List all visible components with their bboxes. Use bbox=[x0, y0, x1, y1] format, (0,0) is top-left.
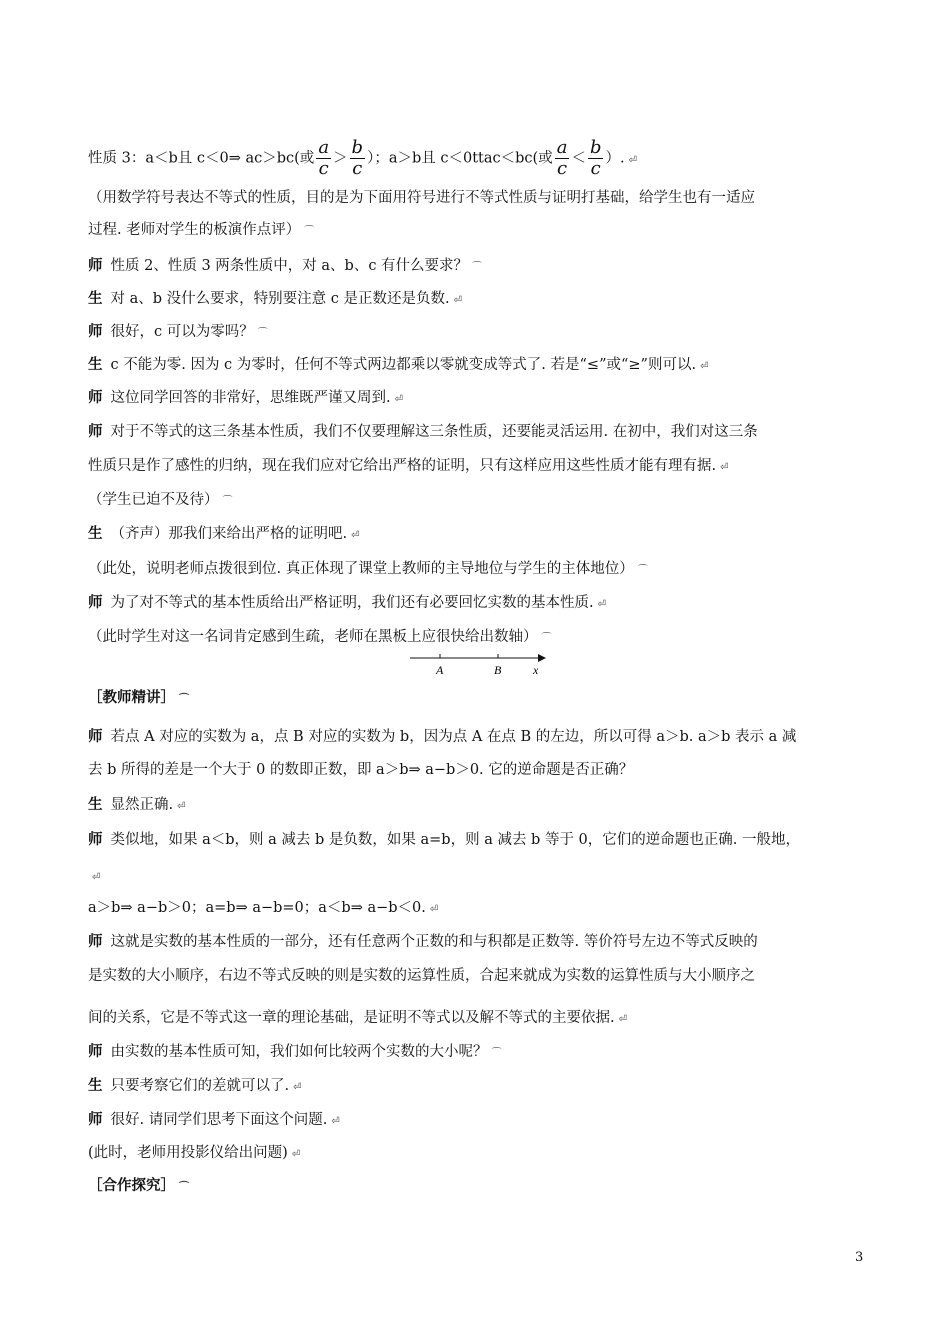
dialogue-line bbox=[88, 1110, 340, 1132]
text: c 不能为零. 因为 c 为零时，任何不等式两边都乘以零就变成等式了. 若是“≤”或“≥”则可以. bbox=[110, 357, 697, 373]
speaker-teacher: 师 bbox=[88, 1043, 103, 1060]
speaker-student: 生 bbox=[88, 1077, 103, 1094]
arc-mark-icon: ⌒ bbox=[179, 694, 189, 705]
paragraph-mark-icon: ⏎ bbox=[291, 1149, 301, 1160]
dialogue-line bbox=[88, 322, 268, 344]
speaker-teacher: 师 bbox=[88, 831, 103, 848]
paragraph-mark-icon: ⏎ bbox=[700, 361, 709, 372]
paragraph-line bbox=[88, 866, 100, 888]
dialogue-line bbox=[88, 388, 403, 410]
text: 性质 2、性质 3 两条性质中，对 a、b、c 有什么要求？ bbox=[110, 258, 469, 274]
dialogue-line bbox=[88, 830, 800, 850]
dialogue-line bbox=[88, 795, 186, 817]
axis-x-label: x bbox=[533, 663, 539, 677]
paragraph-mark-icon: ⏎ bbox=[351, 530, 360, 541]
paragraph-mark-icon: ⏎ bbox=[293, 1082, 302, 1093]
denominator: c bbox=[318, 158, 329, 179]
point-b-label: B bbox=[494, 663, 502, 677]
text: 若点 A 对应的实数为 a，点 B 对应的实数为 b，因为点 A 在点 B 的左边，所以可得 a＞b. a＞b 表示 a 减 bbox=[110, 729, 797, 745]
text: 由实数的基本性质可知，我们如何比较两个实数的大小呢？ bbox=[110, 1044, 488, 1060]
dialogue-line bbox=[88, 355, 708, 377]
fraction-a-over-c bbox=[316, 138, 331, 179]
dialogue-line bbox=[88, 727, 796, 747]
dialogue-line bbox=[88, 593, 606, 615]
text: （用数学符号表达不等式的性质，目的是为下面用符号进行不等式性质与证明打基础，给学生也有一适应 bbox=[88, 190, 755, 206]
speaker-teacher: 师 bbox=[88, 323, 103, 340]
text: 去 b 所得的差是一个大于 0 的数即正数，即 a＞b⇒ a−b＞0. 它的逆命题是否正确？ bbox=[88, 762, 634, 778]
text-segment: ＜ bbox=[571, 150, 586, 167]
text: 显然正确. bbox=[110, 797, 174, 813]
speaker-teacher: 师 bbox=[88, 423, 103, 440]
dialogue-line bbox=[88, 1042, 502, 1064]
dialogue-line bbox=[88, 524, 360, 546]
denominator: c bbox=[352, 158, 363, 179]
text: （此处，说明老师点拨很到位. 真正体现了课堂上教师的主导地位与学生的主体地位） bbox=[88, 561, 634, 577]
fraction-b-over-c bbox=[350, 138, 366, 179]
speaker-teacher: 师 bbox=[88, 933, 103, 950]
arc-mark-icon: ⌒ bbox=[541, 633, 552, 644]
paragraph-line bbox=[88, 490, 233, 512]
paragraph-mark-icon: ⏎ bbox=[628, 154, 637, 166]
text: 间的关系，它是不等式这一章的理论基础，是证明不等式以及解不等式的主要依据. bbox=[88, 1010, 615, 1026]
numerator: b bbox=[351, 137, 364, 158]
text-segment: ）. bbox=[605, 150, 625, 167]
paragraph-mark-icon: ⏎ bbox=[597, 599, 606, 610]
text: 为了对不等式的基本性质给出严格证明，我们还有必要回忆实数的基本性质. bbox=[110, 595, 594, 611]
text: 是实数的大小顺序，右边不等式反映的则是实数的运算性质，合起来就成为实数的运算性质与大小顺序之 bbox=[88, 968, 755, 984]
speaker-teacher: 师 bbox=[88, 257, 103, 274]
paragraph-line bbox=[88, 188, 755, 208]
speaker-student: 生 bbox=[88, 356, 103, 373]
paragraph-line bbox=[88, 760, 633, 780]
denominator: c bbox=[557, 158, 568, 179]
fraction-b-over-c bbox=[588, 138, 604, 179]
paragraph-line bbox=[88, 1143, 300, 1165]
dialogue-line bbox=[88, 1076, 302, 1098]
dialogue-line bbox=[88, 422, 758, 442]
number-line-diagram bbox=[410, 652, 550, 680]
paragraph-mark-icon: ⏎ bbox=[177, 801, 186, 812]
paragraph-mark-icon: ⏎ bbox=[92, 872, 101, 883]
numerator: a bbox=[556, 137, 568, 158]
paragraph-mark-icon: ⏎ bbox=[429, 904, 439, 915]
paragraph-line bbox=[88, 456, 729, 478]
paragraph-line bbox=[88, 220, 314, 242]
denominator: c bbox=[590, 158, 601, 179]
text: ［教师精讲］ bbox=[88, 689, 175, 706]
paragraph-line bbox=[88, 1008, 627, 1030]
arc-mark-icon: ⌒ bbox=[257, 328, 268, 339]
paragraph-mark-icon: ⏎ bbox=[331, 1116, 340, 1127]
text-segment: ）；a＞b且 c＜0ttac＜bc(或 bbox=[367, 150, 553, 167]
section-heading bbox=[88, 1176, 189, 1198]
text: 过程. 老师对学生的板演作点评） bbox=[88, 222, 301, 238]
text: 很好，c 可以为零吗？ bbox=[110, 324, 254, 340]
section-heading bbox=[88, 688, 189, 710]
paragraph-mark-icon: ⏎ bbox=[720, 462, 729, 473]
axis-arrow-icon bbox=[538, 654, 546, 662]
dialogue-line bbox=[88, 289, 462, 311]
paragraph-line bbox=[88, 559, 648, 581]
fraction-a-over-c bbox=[555, 138, 570, 179]
arc-mark-icon: ⌒ bbox=[637, 565, 648, 576]
text: 这位同学回答的非常好，思维既严谨又周到. bbox=[110, 390, 391, 406]
arc-mark-icon: ⌒ bbox=[222, 496, 233, 507]
point-a-label: A bbox=[436, 663, 444, 677]
arc-mark-icon: ⌒ bbox=[491, 1048, 502, 1059]
speaker-teacher: 师 bbox=[88, 728, 103, 745]
paragraph-mark-icon: ⏎ bbox=[453, 295, 462, 306]
dialogue-line bbox=[88, 256, 482, 278]
text: a＞b⇒ a−b＞0；a=b⇒ a−b=0；a＜b⇒ a−b＜0. bbox=[88, 900, 426, 916]
text: （齐声）那我们来给出严格的证明吧. bbox=[110, 526, 348, 542]
text: 性质只是作了感性的归纳，现在我们应对它给出严格的证明，只有这样应用这些性质才能有理有据. bbox=[88, 458, 717, 474]
numerator: a bbox=[318, 137, 330, 158]
text: 这就是实数的基本性质的一部分，还有任意两个正数的和与积都是正数等. 等价符号左边不等式反映的 bbox=[110, 934, 758, 950]
text-segment: 性质 3：a＜b且 c＜0⇒ ac＞bc(或 bbox=[88, 150, 315, 167]
speaker-student: 生 bbox=[88, 290, 103, 307]
text: 对于不等式的这三条基本性质，我们不仅要理解这三条性质，还要能灵活运用. 在初中，我们对这三条 bbox=[110, 424, 758, 440]
paragraph-line bbox=[88, 966, 755, 986]
speaker-teacher: 师 bbox=[88, 1111, 103, 1128]
formula-line bbox=[88, 898, 438, 920]
paragraph-line bbox=[88, 627, 552, 649]
paragraph-mark-icon: ⏎ bbox=[618, 1014, 627, 1025]
speaker-student: 生 bbox=[88, 525, 103, 542]
text: （此时学生对这一名词肯定感到生疏，老师在黑板上应很快给出数轴） bbox=[88, 629, 538, 645]
arc-mark-icon: ⌒ bbox=[472, 262, 483, 273]
text: (此时，老师用投影仪给出问题) bbox=[88, 1145, 288, 1161]
speaker-teacher: 师 bbox=[88, 389, 103, 406]
text: 很好. 请同学们思考下面这个问题. bbox=[110, 1112, 328, 1128]
text: 只要考察它们的差就可以了. bbox=[110, 1078, 290, 1094]
speaker-teacher: 师 bbox=[88, 594, 103, 611]
text-segment: ＞ bbox=[333, 150, 348, 167]
arc-mark-icon: ⌒ bbox=[179, 1182, 189, 1193]
property-3-line bbox=[88, 138, 637, 181]
dialogue-line bbox=[88, 932, 758, 952]
text: 对 a、b 没什么要求，特别要注意 c 是正数还是负数. bbox=[110, 291, 450, 307]
arc-mark-icon: ⌒ bbox=[304, 226, 315, 237]
numerator: b bbox=[589, 137, 602, 158]
text: 类似地，如果 a＜b，则 a 减去 b 是负数，如果 a=b，则 a 减去 b 等于 0，它们的逆命题也正确. 一般地， bbox=[110, 832, 800, 848]
paragraph-mark-icon: ⏎ bbox=[394, 394, 403, 405]
text: （学生已迫不及待） bbox=[88, 492, 219, 508]
page-number: 3 bbox=[855, 1250, 864, 1265]
text: ［合作探究］ bbox=[88, 1177, 175, 1194]
speaker-student: 生 bbox=[88, 796, 103, 813]
